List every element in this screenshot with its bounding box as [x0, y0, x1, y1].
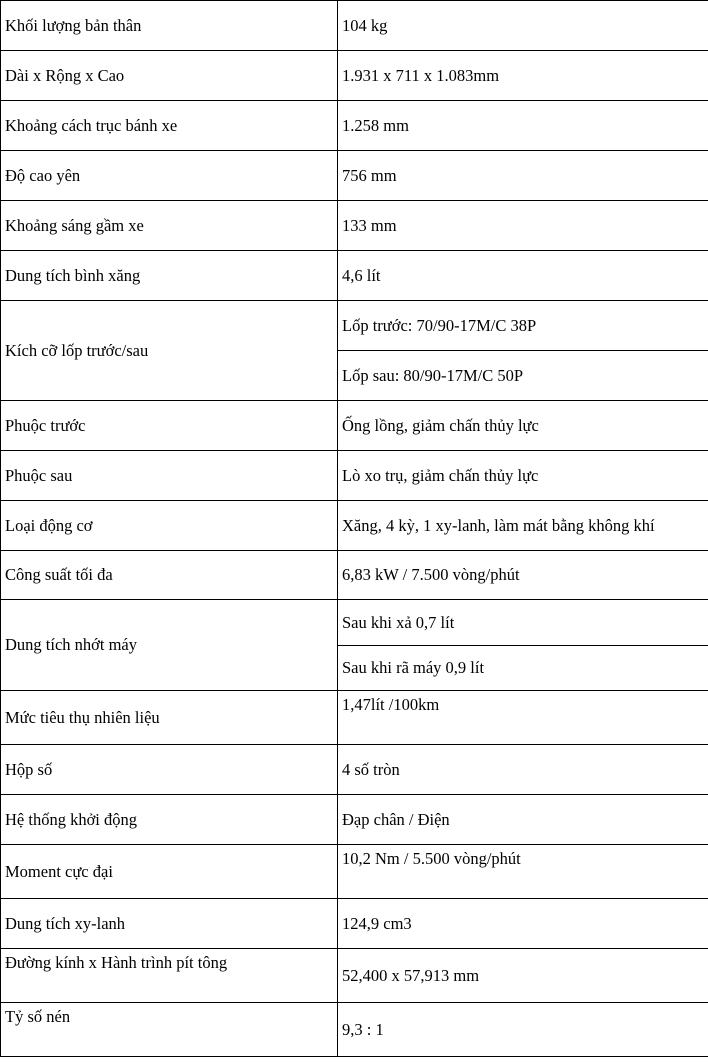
table-row	[1, 845, 708, 899]
spec-value: 104 kg	[338, 1, 708, 51]
spec-value: 1.931 x 711 x 1.083mm	[338, 51, 708, 101]
spec-label: Phuộc sau	[1, 451, 338, 501]
table-row	[1, 401, 708, 451]
spec-label: Tỷ số nén	[1, 1003, 338, 1057]
spec-label: Khoảng cách trục bánh xe	[1, 101, 338, 151]
spec-label: Độ cao yên	[1, 151, 338, 201]
spec-value: 4,6 lít	[338, 251, 708, 301]
spec-value: Sau khi rã máy 0,9 lít	[338, 646, 708, 691]
table-row	[1, 1003, 708, 1057]
spec-value: 756 mm	[338, 151, 708, 201]
spec-value: 6,83 kW / 7.500 vòng/phút	[338, 551, 708, 600]
spec-value: 124,9 cm3	[338, 899, 708, 949]
spec-label: Dài x Rộng x Cao	[1, 51, 338, 101]
table-row	[1, 745, 708, 795]
spec-label: Công suất tối đa	[1, 551, 338, 600]
spec-value: 1.258 mm	[338, 101, 708, 151]
spec-label: Khoảng sáng gầm xe	[1, 201, 338, 251]
table-row	[1, 899, 708, 949]
table-row	[1, 795, 708, 845]
spec-label: Phuộc trước	[1, 401, 338, 451]
spec-label: Hệ thống khởi động	[1, 795, 338, 845]
spec-value: Đạp chân / Điện	[338, 795, 708, 845]
table-row	[1, 101, 708, 151]
spec-label: Hộp số	[1, 745, 338, 795]
spec-value: 52,400 x 57,913 mm	[338, 949, 708, 1003]
spec-value: Ống lồng, giảm chấn thủy lực	[338, 401, 708, 451]
spec-value: Xăng, 4 kỳ, 1 xy-lanh, làm mát bằng không khí	[338, 501, 708, 551]
spec-value: 9,3 : 1	[338, 1003, 708, 1057]
spec-label: Dung tích nhớt máy	[1, 600, 338, 691]
table-row	[1, 1, 708, 51]
table-row	[1, 301, 708, 351]
spec-value: 4 số tròn	[338, 745, 708, 795]
spec-label: Khối lượng bản thân	[1, 1, 338, 51]
table-row	[1, 949, 708, 1003]
spec-label: Dung tích bình xăng	[1, 251, 338, 301]
spec-label: Dung tích xy-lanh	[1, 899, 338, 949]
table-row	[1, 151, 708, 201]
table-row	[1, 451, 708, 501]
table-row	[1, 51, 708, 101]
spec-value: Lốp sau: 80/90-17M/C 50P	[338, 351, 708, 401]
spec-label: Kích cỡ lốp trước/sau	[1, 301, 338, 401]
table-row	[1, 201, 708, 251]
spec-value: Sau khi xả 0,7 lít	[338, 600, 708, 646]
spec-value: 133 mm	[338, 201, 708, 251]
spec-label: Moment cực đại	[1, 845, 338, 899]
spec-label: Mức tiêu thụ nhiên liệu	[1, 691, 338, 745]
table-row	[1, 551, 708, 600]
spec-value: 1,47lít /100km	[338, 691, 708, 745]
spec-value: 10,2 Nm / 5.500 vòng/phút	[338, 845, 708, 899]
spec-value: Lốp trước: 70/90-17M/C 38P	[338, 301, 708, 351]
table-row	[1, 251, 708, 301]
table-row	[1, 691, 708, 745]
spec-value: Lò xo trụ, giảm chấn thủy lực	[338, 451, 708, 501]
table-row	[1, 501, 708, 551]
spec-label: Đường kính x Hành trình pít tông	[1, 949, 338, 1003]
table-row	[1, 600, 708, 646]
spec-label: Loại động cơ	[1, 501, 338, 551]
